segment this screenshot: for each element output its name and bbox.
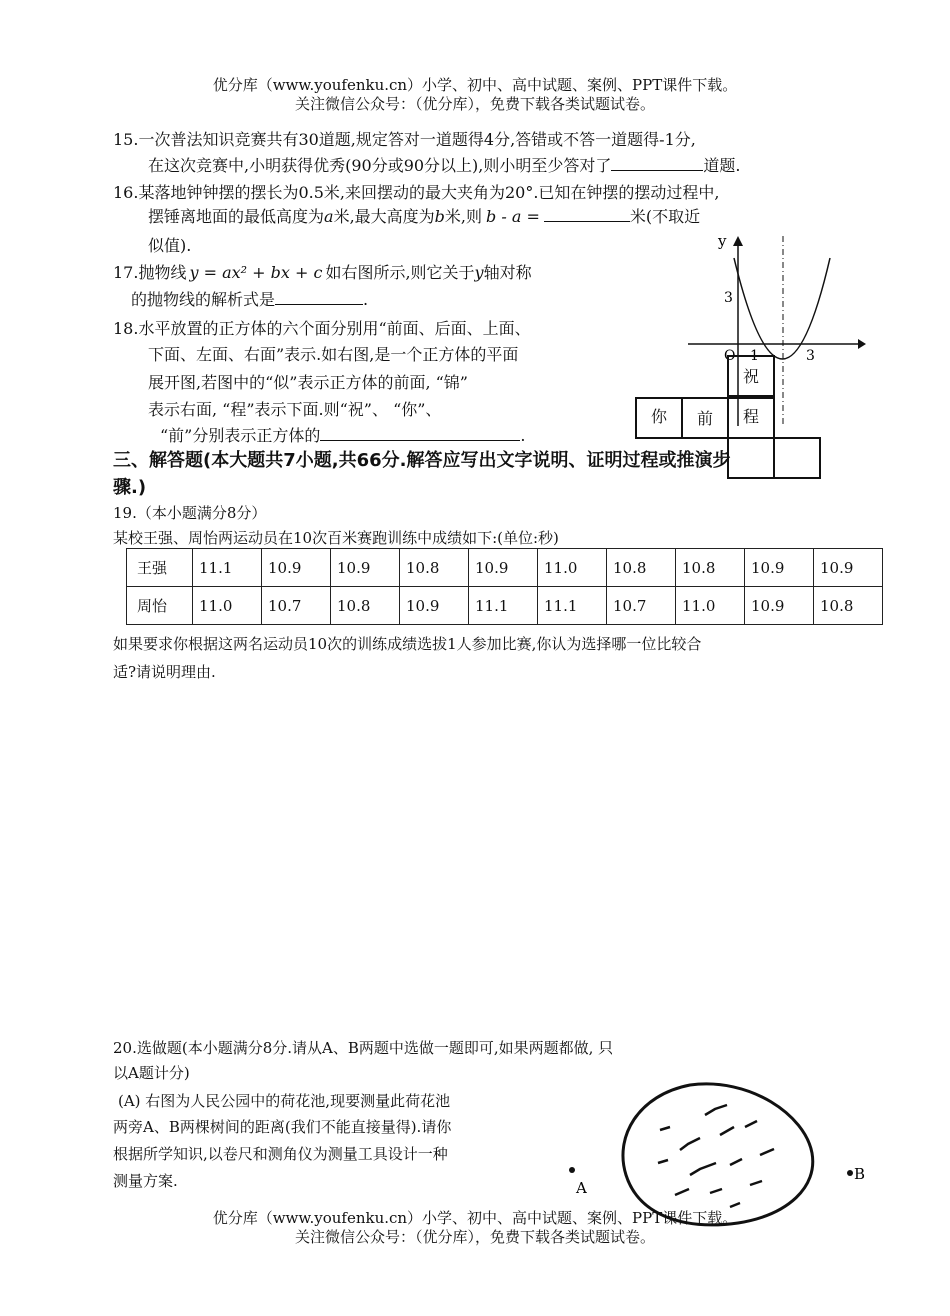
q17-var-y: y	[474, 263, 484, 282]
q19-question-line-1: 如果要求你根据这两名运动员10次的训练成绩选拔1人参加比赛,你认为选择哪一位比较合	[113, 635, 702, 653]
q16-text-b: 米,最大高度为	[333, 207, 435, 226]
table-cell: 10.7	[262, 587, 331, 625]
q17-line-1	[113, 260, 532, 283]
q17-text-a: 17.抛物线	[113, 263, 187, 282]
pond-outline	[623, 1084, 813, 1225]
graph-origin-label: O	[724, 348, 736, 364]
table-cell: 10.9	[262, 549, 331, 587]
pond-water-marks	[658, 1105, 774, 1207]
q20-a-line-2: 两旁A、B两棵树间的距离(我们不能直接量得).请你	[113, 1118, 452, 1136]
table-cell-name: 周怡	[127, 587, 193, 625]
graph-x-tick-3: 3	[806, 348, 815, 364]
q16-expression: b - a =	[486, 207, 540, 226]
q20-a-line-3: 根据所学知识,以卷尺和测角仪为测量工具设计一种	[113, 1145, 448, 1163]
q16-line-2	[148, 204, 700, 227]
net-cell-jin	[773, 437, 821, 479]
q17-text-c: 轴对称	[483, 263, 532, 282]
header-line-1: 优分库（www.youfenku.cn）小学、初中、高中试题、案例、PPT课件下载。	[212, 76, 738, 94]
table-row	[127, 587, 883, 625]
table-cell: 10.9	[331, 549, 400, 587]
point-a-marker	[569, 1167, 575, 1173]
q16-var-a: a	[324, 207, 334, 226]
table-cell: 10.9	[745, 549, 814, 587]
q20-a-line-4: 测量方案.	[113, 1172, 178, 1190]
section-3-heading-line-2: 骤.)	[113, 477, 147, 498]
table-row	[127, 549, 883, 587]
y-axis-arrow	[733, 236, 743, 246]
net-cell-ni: 你	[635, 397, 683, 439]
q17-line-2	[131, 287, 368, 310]
q16-line-1: 16.某落地钟钟摆的摆长为0.5米,来回摆动的最大夹角为20°.已知在钟摆的摆动过程中,	[113, 183, 720, 202]
net-cell-qian: 前	[681, 397, 729, 439]
footer-line-1: 优分库（www.youfenku.cn）小学、初中、高中试题、案例、PPT课件下载。	[212, 1209, 738, 1227]
table-cell: 11.1	[538, 587, 607, 625]
table-cell: 11.1	[193, 549, 262, 587]
graph-y-label: y	[718, 232, 727, 250]
q18-line-1: 18.水平放置的正方体的六个面分别用“前面、后面、上面、	[113, 319, 531, 338]
x-axis-arrow	[858, 339, 866, 349]
q17-formula: y = ax² + bx + c	[189, 263, 323, 282]
q18-line-2: 下面、左面、右面”表示.如右图,是一个正方体的平面	[148, 345, 519, 364]
q18-text-b: .	[520, 426, 526, 445]
q16-text-a: 摆锤离地面的最低高度为	[148, 207, 325, 226]
table-cell: 10.8	[607, 549, 676, 587]
point-b-marker	[847, 1170, 853, 1176]
q18-line-5	[160, 423, 525, 446]
q16-text-d: 米(不取近	[629, 207, 701, 226]
graph-y-tick-3: 3	[724, 290, 733, 306]
table-cell: 10.9	[400, 587, 469, 625]
point-a-label: A	[576, 1179, 587, 1197]
net-cell-si	[727, 437, 775, 479]
table-cell: 10.9	[814, 549, 883, 587]
section-3-heading-line-1: 三、解答题(本大题共7小题,共66分.解答应写出文字说明、证明过程或推演步	[113, 450, 731, 471]
q15-text-a: 在这次竞赛中,小明获得优秀(90分或90分以上),则小明至少答对了	[148, 156, 612, 175]
q19-question-line-2: 适?请说明理由.	[113, 663, 216, 681]
table-cell: 11.0	[193, 587, 262, 625]
table-cell: 10.8	[676, 549, 745, 587]
q16-line-3: 似值).	[148, 236, 192, 255]
table-cell: 10.9	[469, 549, 538, 587]
q17-answer-blank[interactable]	[275, 290, 363, 305]
q17-text-d: 的抛物线的解析式是	[131, 290, 276, 309]
q15-answer-blank[interactable]	[611, 156, 703, 171]
q16-var-b: b	[434, 207, 445, 226]
q18-line-3: 展开图,若图中的“似”表示正方体的前面, “锦”	[148, 373, 468, 392]
table-cell: 10.8	[814, 587, 883, 625]
table-cell: 10.8	[331, 587, 400, 625]
table-cell: 10.8	[400, 549, 469, 587]
q20-line-2: 以A题计分)	[113, 1064, 190, 1082]
q19-title: 19.（本小题满分8分）	[113, 504, 267, 522]
table-cell: 10.9	[745, 587, 814, 625]
scores-table	[126, 548, 883, 625]
q16-text-c: 米,则	[444, 207, 482, 226]
q15-line-2	[148, 153, 740, 176]
q19-intro: 某校王强、周怡两运动员在10次百米赛跑训练中成绩如下:(单位:秒)	[113, 529, 559, 547]
q17-text-e: .	[363, 290, 369, 309]
table-cell: 11.0	[676, 587, 745, 625]
table-cell: 11.0	[538, 549, 607, 587]
table-cell-name: 王强	[127, 549, 193, 587]
table-cell: 10.7	[607, 587, 676, 625]
header-line-2: 关注微信公众号：（优分库），免费下载各类试题试卷。	[294, 95, 655, 113]
q15-text-b: 道题.	[703, 156, 741, 175]
table-cell: 11.1	[469, 587, 538, 625]
q20-a-line-1: (A) 右图为人民公园中的荷花池,现要测量此荷花池	[118, 1092, 451, 1110]
q17-text-b: 如右图所示,则它关于	[325, 263, 475, 282]
graph-x-tick-1: 1	[750, 348, 759, 364]
q15-line-1: 15.一次普法知识竞赛共有30道题,规定答对一道题得4分,答错或不答一道题得-1分,	[113, 130, 696, 149]
net-cell-cheng: 程	[727, 397, 775, 439]
footer-line-2: 关注微信公众号：（优分库），免费下载各类试题试卷。	[294, 1228, 655, 1246]
q16-answer-blank[interactable]	[544, 207, 630, 222]
q18-answer-blank[interactable]	[320, 426, 520, 441]
point-b-label: B	[854, 1165, 866, 1183]
q18-text-a: “前”分别表示正方体的	[160, 426, 321, 445]
q18-line-4: 表示右面, “程”表示下面.则“祝”、 “你”、	[148, 400, 442, 419]
q20-line-1: 20.选做题(本小题满分8分.请从A、B两题中选做一题即可,如果两题都做, 只	[113, 1039, 614, 1057]
net-cell-zhu: 祝	[727, 355, 775, 397]
